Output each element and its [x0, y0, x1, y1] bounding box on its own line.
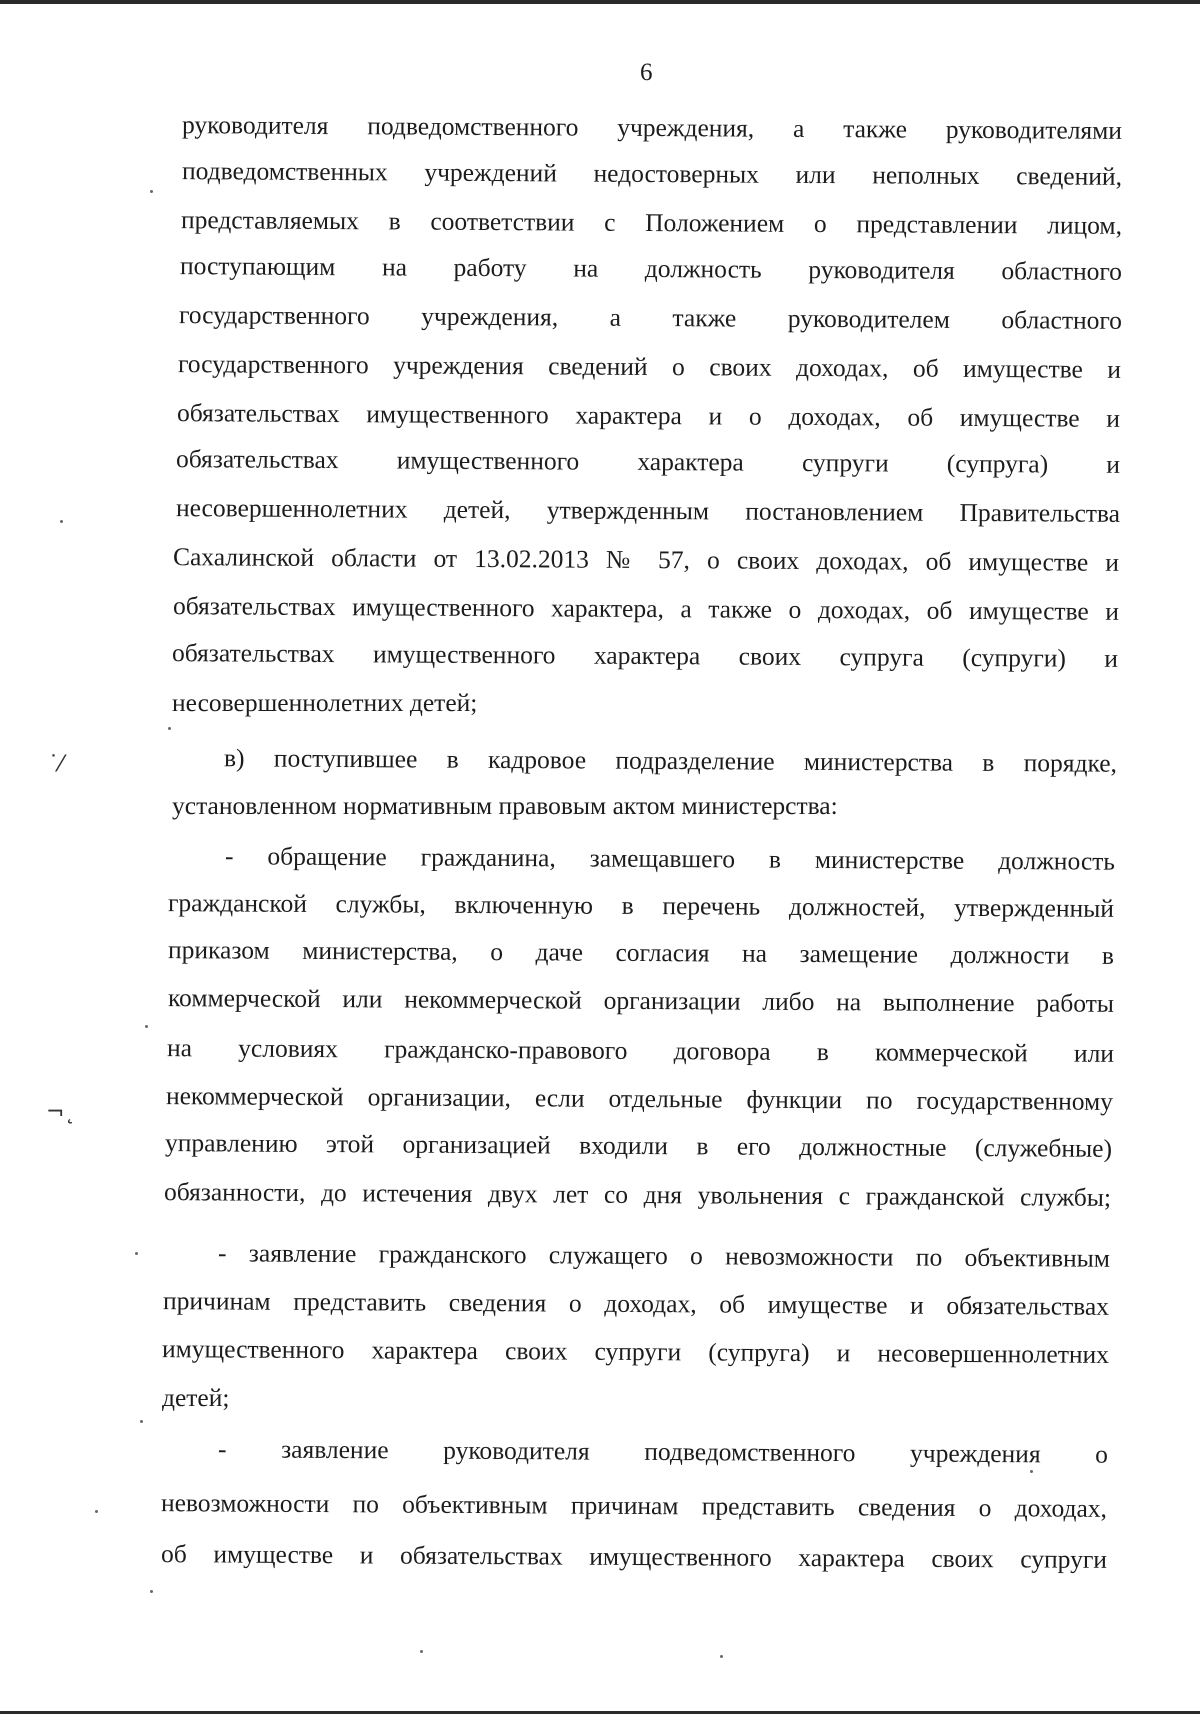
- text-line: обязательствах имущественного характера и о доходах, об имуществе и: [176, 398, 1121, 433]
- scan-speck: [420, 1650, 423, 1653]
- scan-speck: [1030, 1470, 1033, 1473]
- text-line: обязательствах имущественного характера своих супруга (супруги) и: [171, 638, 1119, 673]
- text-line: поступающим на работу на должность руководителя областного: [179, 251, 1123, 286]
- scan-speck: [720, 1655, 723, 1658]
- text-line: - заявление гражданского служащего о невозможности по объективным: [217, 1238, 1111, 1273]
- scan-speck: [140, 1420, 143, 1423]
- text-line: невозможности по объективным причинам представить сведения о доходах,: [160, 1488, 1108, 1523]
- text-line: об имуществе и обязательствах имущественного характера своих супруги: [160, 1539, 1108, 1574]
- scan-speck: [150, 1590, 153, 1593]
- text-line: на условиях гражданско-правового договора в коммерческой или: [166, 1033, 1115, 1068]
- text-line: в) поступившее в кадровое подразделение министерства в порядке,: [223, 743, 1118, 778]
- text-line: приказом министерства, о даче согласия на замещение должности в: [167, 935, 1115, 970]
- page-number: 6: [640, 59, 653, 86]
- text-line: представляемых в соответствии с Положением о представлении лицом,: [180, 205, 1123, 240]
- text-line: - заявление руководителя подведомственного учреждения о: [217, 1434, 1109, 1469]
- text-line: несовершеннолетних детей, утвержденным постановлением Правительства: [175, 493, 1121, 528]
- text-line: имущественного характера своих супруги (супруга) и несовершеннолетних: [161, 1334, 1110, 1369]
- text-line: государственного учреждения, а также руководителем областного: [178, 300, 1123, 335]
- text-line: управлению этой организацией входили в его должностные (служебные): [164, 1128, 1113, 1163]
- text-line: коммерческой или некоммерческой организации либо на выполнение работы: [167, 983, 1115, 1018]
- scan-mark: ¬˛: [46, 1100, 76, 1125]
- text-line: обязательствах имущественного характера, а также о доходах, об имуществе и: [172, 591, 1120, 626]
- scan-speck: [145, 1025, 148, 1028]
- text-line: руководителя подведомственного учреждения, а также руководителями: [181, 110, 1123, 145]
- text-line: установленном нормативным правовым актом министерства:: [172, 791, 838, 820]
- text-line: - обращение гражданина, замещавшего в министерстве должность: [224, 841, 1116, 876]
- scan-speck: [150, 190, 153, 193]
- text-line: детей;: [162, 1383, 230, 1412]
- scan-speck: [95, 1510, 98, 1513]
- text-line: обязанности, до истечения двух лет со дня увольнения с гражданской службы;: [163, 1177, 1112, 1212]
- scan-mark: ˙⁄: [48, 752, 63, 777]
- text-line: гражданской службы, включенную в перечень должностей, утвержденный: [167, 888, 1115, 923]
- text-line: Сахалинской области от 13.02.2013 № 57, о своих доходах, об имуществе и: [172, 542, 1120, 577]
- text-line: подведомственных учреждений недостоверных или неполных сведений,: [181, 156, 1123, 191]
- text-line: причинам представить сведения о доходах, об имуществе и обязательствах: [162, 1286, 1110, 1321]
- text-line: обязательствах имущественного характера супруги (супруга) и: [175, 444, 1121, 479]
- scan-speck: [135, 1252, 138, 1255]
- scan-speck: [60, 520, 63, 523]
- text-line: государственного учреждения сведений о своих доходах, об имуществе и: [177, 349, 1122, 384]
- text-line: некоммерческой организации, если отдельные функции по государственному: [165, 1081, 1114, 1116]
- scan-speck: [168, 727, 171, 730]
- text-line: несовершеннолетних детей;: [172, 688, 478, 717]
